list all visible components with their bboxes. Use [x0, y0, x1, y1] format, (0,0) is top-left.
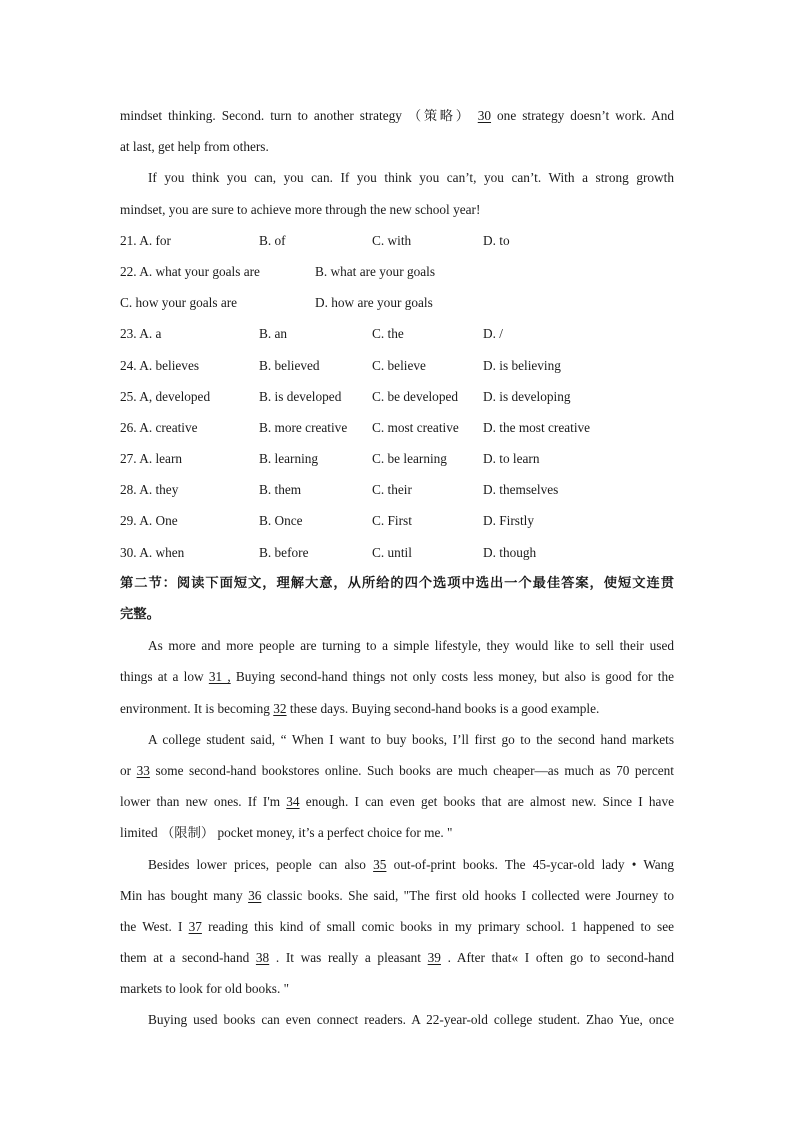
- option-a: 24. A. believes: [120, 357, 200, 373]
- option-a: 25. A, developed: [120, 388, 211, 404]
- question-22: [120, 256, 674, 287]
- option-a: 27. A. learn: [120, 451, 183, 467]
- question-29: [120, 505, 674, 536]
- question-25: [120, 381, 674, 412]
- paragraph-line: Besides lower prices, people can also 35 out-of-print books. The 45-ycar-old lady • Wang: [148, 856, 674, 872]
- option-b: B. is developed: [259, 388, 342, 404]
- option-b: B. of: [259, 232, 286, 248]
- option-a: 26. A. creative: [120, 419, 198, 435]
- question-22-cont: [120, 287, 674, 318]
- question-23: [120, 318, 674, 349]
- option-a: 22. A. what your goals are: [120, 263, 260, 279]
- option-d: D. though: [483, 544, 537, 560]
- option-b: B. what are your goals: [315, 263, 436, 279]
- paragraph-line: things at a low 31 , Buying second-hand things not only costs less money, but also is good for the: [120, 669, 674, 685]
- paragraph-line: mindset, you are sure to achieve more through the new school year!: [120, 201, 481, 217]
- option-c: C. believe: [372, 357, 426, 373]
- document-page: [120, 100, 674, 1036]
- option-c: C. how your goals are: [120, 295, 238, 311]
- paragraph-line: or 33 some second-hand bookstores online. Such books are much cheaper—as much as 70 percent: [120, 762, 674, 778]
- option-c: C. First: [372, 513, 412, 529]
- option-a: 28. A. they: [120, 482, 179, 498]
- option-a: 21. A. for: [120, 232, 171, 248]
- paragraph-line: As more and more people are turning to a simple lifestyle, they would like to sell their used: [148, 638, 674, 654]
- option-c: C. be developed: [372, 388, 459, 404]
- blank-38: 38: [255, 950, 270, 966]
- question-28: [120, 474, 674, 505]
- blank-31: 31 ,: [208, 669, 231, 685]
- paragraph-line: mindset thinking. Second. turn to another strategy （策略） 30 one strategy doesn’t work. And: [120, 108, 674, 123]
- paragraph-line: limited （限制） pocket money, it’s a perfect choice for me. ": [120, 825, 453, 841]
- option-b: B. an: [259, 326, 288, 342]
- blank-35: 35: [373, 856, 387, 872]
- option-b: B. before: [259, 544, 309, 560]
- blank-37: 37: [188, 918, 202, 934]
- option-d: D. is developing: [483, 388, 571, 404]
- option-b: B. them: [259, 482, 302, 498]
- section-heading-cont: 完整。: [120, 607, 160, 622]
- option-b: B. believed: [259, 357, 320, 373]
- option-d: D. /: [483, 326, 503, 342]
- option-d: D. Firstly: [483, 513, 534, 529]
- paragraph-line: Min has bought many 36 classic books. She said, "The first old hooks I collected were Journey to: [120, 887, 674, 903]
- paragraph-line: markets to look for old books. ": [120, 981, 290, 997]
- blank-30: 30: [477, 108, 492, 123]
- paragraph-line: at last, get help from others.: [120, 139, 269, 155]
- option-c: C. their: [372, 482, 412, 498]
- paragraph-line: lower than new ones. If I'm 34 enough. I can even get books that are almost new. Since I have: [120, 794, 674, 810]
- option-a: 29. A. One: [120, 513, 178, 529]
- question-27: [120, 443, 674, 474]
- option-b: B. learning: [259, 451, 319, 467]
- paragraph-line: A college student said, “ When I want to buy books, I’ll first go to the second hand markets: [148, 731, 674, 747]
- option-b: B. more creative: [259, 419, 348, 435]
- paragraph-line: the West. I 37 reading this kind of small comic books in my primary school. 1 happened to see: [120, 918, 674, 934]
- paragraph-line: If you think you can, you can. If you think you can’t, you can’t. With a strong growth: [148, 170, 674, 186]
- option-d: D. to: [483, 232, 510, 248]
- blank-33: 33: [136, 762, 150, 778]
- option-c: C. most creative: [372, 419, 459, 435]
- question-24: [120, 350, 674, 381]
- paragraph-line: them at a second-hand 38 . It was really a pleasant 39 . After that« I often go to second-hand: [120, 950, 674, 966]
- option-a: 30. A. when: [120, 544, 185, 560]
- option-d: D. to learn: [483, 451, 540, 467]
- option-c: C. the: [372, 326, 404, 342]
- blank-34: 34: [286, 794, 300, 810]
- option-c: C. with: [372, 232, 412, 248]
- question-30: [120, 537, 674, 568]
- paragraph-line: Buying used books can even connect readers. A 22-year-old college student. Zhao Yue, once: [148, 1012, 674, 1028]
- option-d: D. themselves: [483, 482, 559, 498]
- paragraph-line: environment. It is becoming 32 these days. Buying second-hand books is a good example.: [120, 700, 600, 716]
- option-b: B. Once: [259, 513, 303, 529]
- question-21: [120, 225, 674, 256]
- blank-39: 39: [427, 950, 441, 966]
- option-d: D. is believing: [483, 357, 561, 373]
- question-26: [120, 412, 674, 443]
- option-d: D. the most creative: [483, 419, 591, 435]
- section-heading: 第二节：阅读下面短文，理解大意，从所给的四个选项中选出一个最佳答案，使短文连贯: [120, 575, 674, 591]
- blank-32: 32: [273, 700, 287, 716]
- blank-36: 36: [248, 887, 262, 903]
- option-a: 23. A. a: [120, 326, 162, 342]
- option-c: C. be learning: [372, 451, 447, 467]
- option-c: C. until: [372, 544, 412, 560]
- option-d: D. how are your goals: [315, 295, 433, 311]
